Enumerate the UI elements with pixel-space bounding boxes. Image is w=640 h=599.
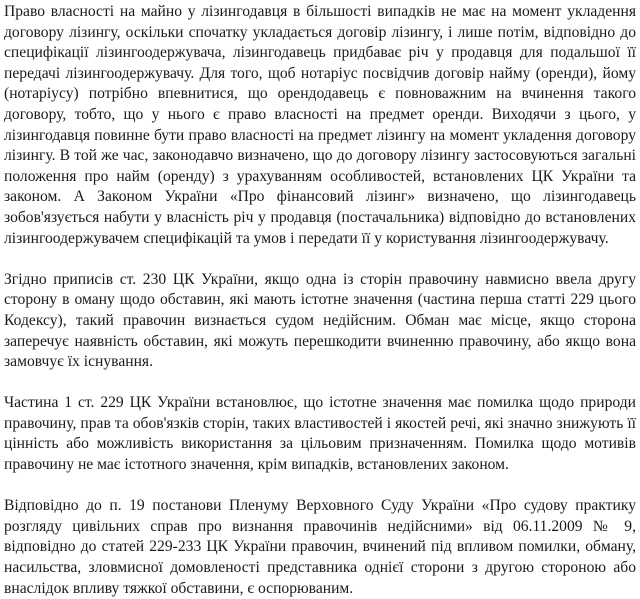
paragraph-article-229: Частина 1 ст. 229 ЦК України встановлює, що істотне значення має помилка щодо природи правочину, прав та обов'язків сторін, таких властивостей і якостей речі, які значно знижують її цінність або можливість використання за цільовим призначенням. Помилка щодо мотивів правочину не має істотного значення, крім випадків, встановлених законом. [4,394,636,474]
paragraph-leasing-ownership: Право власності на майно у лізингодавця в більшості випадків не має на момент укладення договору лізингу, оскільки спочатку укладається договір лізингу, і лише потім, відповідно до специфікації лізингоодержувача, лізингодавець придбаває річ у продавця для подальшої її передачі лізингоодержувачу. Для того, щоб нотаріус посвідчив договір найму (оренди), йому (нотаріусу) потрібно впевнитися, що орендодавець є повноважним на вчинення такого договору, тобто, що у нього є право власності на предмет оренди. Виходячи з цього, у лізингодавця повинне бути право власності на предмет лізингу на момент укладення договору лізингу. В той же час, законодавчо визначено, що до договору лізингу застосовуються загальні положення про найм (оренду) з урахуванням особливостей, встановлених ЦК України та законом. А Законом України «Про фінансовий лізинг» визначено, що лізингодавець зобов'язується набути у власність річ у продавця (постачальника) відповідно до встановлених лізингоодержувачем специфікацій та умов і передати її у користування лізингоодержувачу. [4,3,636,247]
paragraph-plenum-resolution: Відповідно до п. 19 постанови Пленуму Верховного Суду України «Про судову практику розгляду цивільних справ про визнання правочинів недійсними» від 06.11.2009 № 9, відповідно до статей 229-233 ЦК України правочин, вчинений під впливом помилки, обману, насильства, зловмисної домовленості представника однієї сторони з другою стороною або внаслідок впливу тяжкої обставини, є оспорюваним. [4,497,636,597]
document-body [4,2,636,599]
paragraph-article-230: Згідно приписів ст. 230 ЦК України, якщо одна із сторін правочину навмисно ввела другу сторону в оману щодо обставин, які мають істотне значення (частина перша статті 229 цього Кодексу), такий правочин визнається судом недійсним. Обман має місце, якщо сторона заперечує наявність обставин, які можуть перешкодити вчиненню правочину, або якщо вона замовчує їх існування. [4,270,636,371]
